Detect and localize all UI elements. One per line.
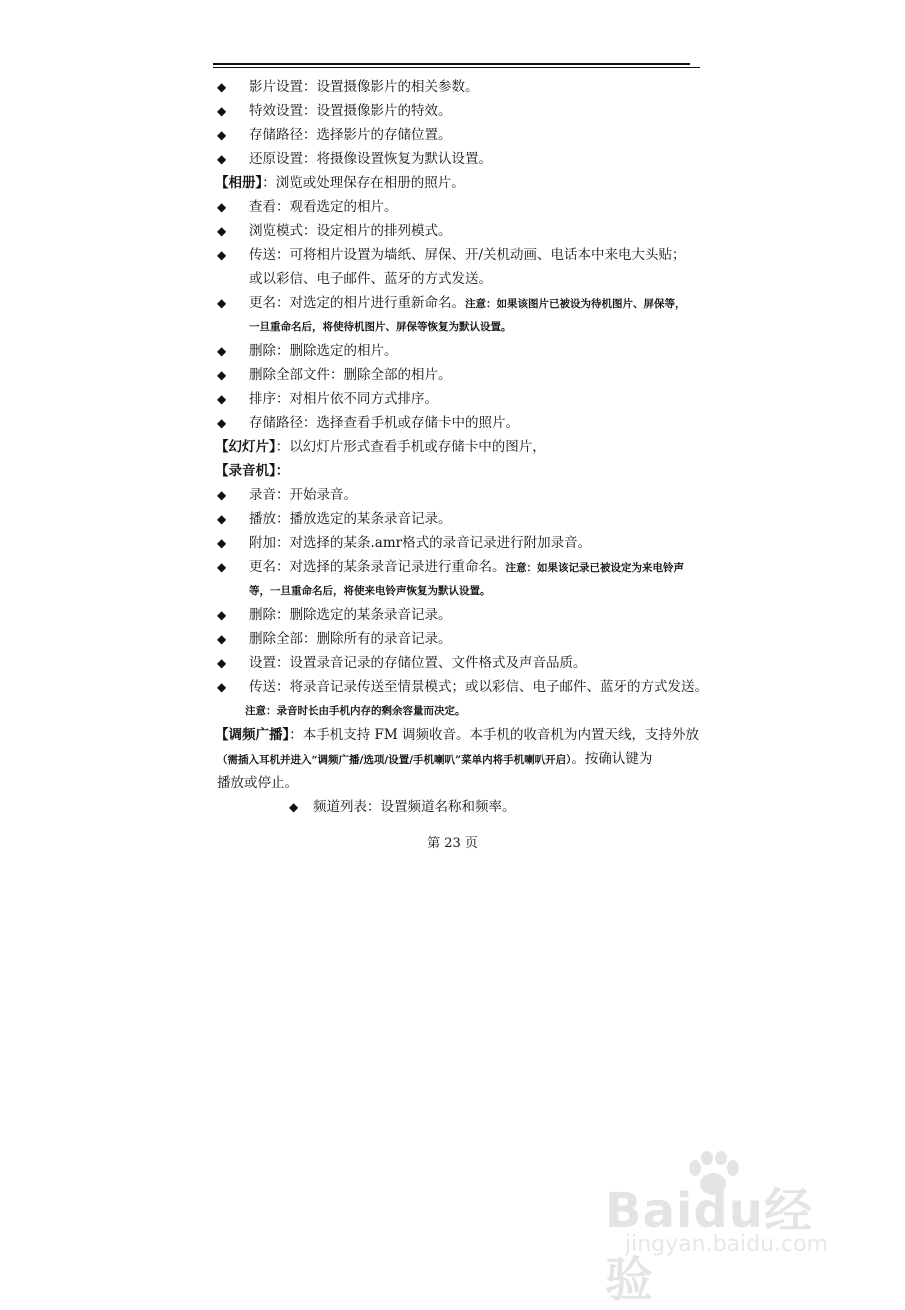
diamond-bullet-icon: ◆ [217,512,227,526]
list-item-continuation: 或以彩信、电子邮件、蓝牙的方式发送。 [249,271,492,287]
list-item: ◆ 查看：观看选定的相片。 [213,195,703,219]
diamond-bullet-icon: ◆ [289,800,299,814]
diamond-bullet-icon: ◆ [217,104,227,118]
diamond-bullet-icon: ◆ [217,416,227,430]
diamond-bullet-icon: ◆ [217,608,227,622]
list-item: ◆ 删除：删除选定的某条录音记录。 [213,603,703,627]
fm-paragraph-line: 播放或停止。 [217,775,298,791]
watermark-brand: Baidu经验 [605,1183,813,1308]
diamond-bullet-icon: ◆ [217,488,227,502]
list-item-continuation: 一旦重命名后，将使待机图片、屏保等恢复为默认设置。 [249,321,512,333]
section-heading-album: 【相册】：浏览或处理保存在相册的照片。 [215,175,465,191]
watermark-url: jingyan.baidu.com [625,1232,829,1257]
list-item: ◆ 删除全部文件：删除全部的相片。 [213,363,703,387]
list-item: ◆ 排序：对相片依不同方式排序。 [213,387,703,411]
list-item: ◆ 删除：删除选定的相片。 [213,339,703,363]
list-item: ◆ 存储路径：选择影片的存储位置。 [213,123,703,147]
section-heading-fm: 【调频广播】：本手机支持 FM 调频收音。本手机的收音机为内置天线，支持外放 [215,727,700,743]
diamond-bullet-icon: ◆ [217,80,227,94]
list-item: ◆ 特效设置：设置摄像影片的特效。 [213,99,703,123]
list-item: ◆ 还原设置：将摄像设置恢复为默认设置。 [213,147,703,171]
diamond-bullet-icon: ◆ [217,368,227,382]
diamond-bullet-icon: ◆ [217,656,227,670]
diamond-bullet-icon: ◆ [217,224,227,238]
diamond-bullet-icon: ◆ [217,632,227,646]
list-item: ◆ 传送：将录音记录传送至情景模式；或以彩信、电子邮件、蓝牙的方式发送。 [213,675,703,699]
diamond-bullet-icon: ◆ [217,152,227,166]
section-heading-recorder: 【录音机】： [215,463,290,479]
diamond-bullet-icon: ◆ [217,296,227,310]
page-content [213,75,708,819]
list-item: ◆ 更名：对选择的某条录音记录进行重命名。注意：如果该记录已被设定为来电铃声 [213,555,703,579]
diamond-bullet-icon: ◆ [217,200,227,214]
list-item: ◆ 频道列表：设置频道名称和频率。 [213,795,703,819]
list-item: ◆ 播放：播放选定的某条录音记录。 [213,507,703,531]
header-rule-thin [213,67,700,68]
list-item: ◆ 删除全部：删除所有的录音记录。 [213,627,703,651]
list-item: ◆ 录音：开始录音。 [213,483,703,507]
list-item: ◆ 影片设置：设置摄像影片的相关参数。 [213,75,703,99]
recorder-note: 注意：录音时长由手机内存的剩余容量而决定。 [245,705,466,717]
list-item: ◆ 附加：对选择的某条.amr格式的录音记录进行附加录音。 [213,531,703,555]
header-rule-thick [213,63,690,65]
page-number: 第 23 页 [427,836,478,851]
diamond-bullet-icon: ◆ [217,680,227,694]
list-item: ◆ 浏览模式：设定相片的排列模式。 [213,219,703,243]
list-item: ◆ 更名：对选定的相片进行重新命名。注意：如果该图片已被设为待机图片、屏保等， [213,291,703,315]
list-item: ◆ 设置：设置录音记录的存储位置、文件格式及声音品质。 [213,651,703,675]
baidu-jingyan-watermark [605,1150,845,1308]
diamond-bullet-icon: ◆ [217,344,227,358]
diamond-bullet-icon: ◆ [217,536,227,550]
diamond-bullet-icon: ◆ [217,560,227,574]
diamond-bullet-icon: ◆ [217,128,227,142]
list-item: ◆ 存储路径：选择查看手机或存储卡中的照片。 [213,411,703,435]
fm-paragraph-line: （需插入耳机并进入“调频广播/选项/设置/手机喇叭”菜单内将手机喇叭开启）。按确认键为 [217,751,653,767]
diamond-bullet-icon: ◆ [217,248,227,262]
list-item-continuation: 等，一旦重命名后，将使来电铃声恢复为默认设置。 [249,585,491,597]
diamond-bullet-icon: ◆ [217,392,227,406]
list-item: ◆ 传送：可将相片设置为墙纸、屏保、开/关机动画、电话本中来电大头贴； [213,243,703,267]
section-heading-slideshow: 【幻灯片】：以幻灯片形式查看手机或存储卡中的图片， [215,439,546,455]
